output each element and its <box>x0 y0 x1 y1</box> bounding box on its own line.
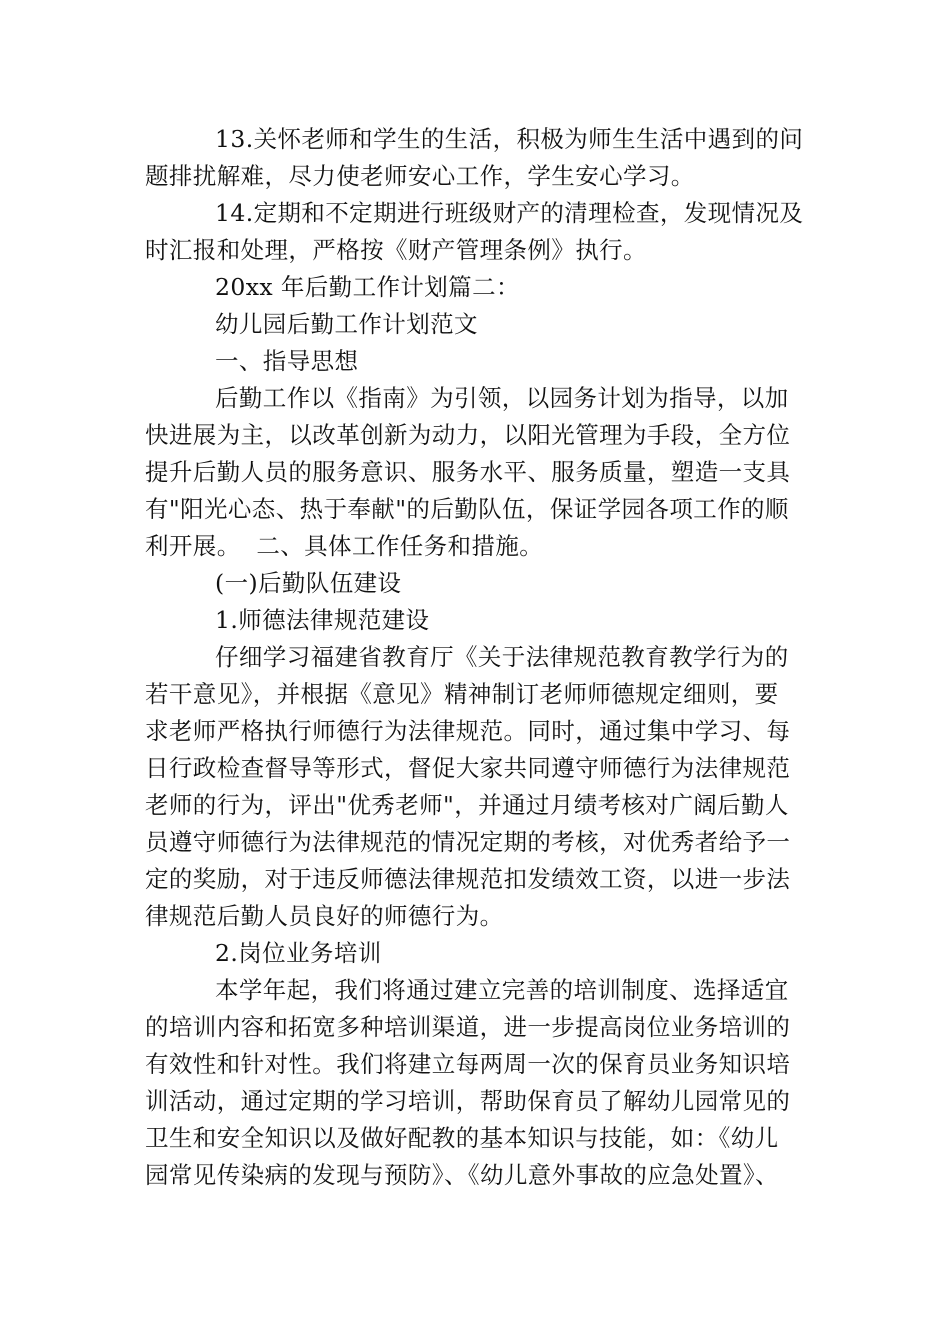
text-line: 求老师严格执行师德行为法律规范。同时，通过集中学习、每 <box>145 717 791 745</box>
text-line: 快进展为主，以改革创新为动力，以阳光管理为手段，全方位 <box>145 421 791 449</box>
text-line: 定的奖励，对于违反师德法律规范扣发绩效工资，以进一步法 <box>145 865 791 893</box>
text-line: 的培训内容和拓宽多种培训渠道，进一步提高岗位业务培训的 <box>145 1013 791 1041</box>
text-line: 园常见传染病的发现与预防》、《幼儿意外事故的应急处置》、 <box>145 1161 779 1189</box>
text-line: 利开展。 二、具体工作任务和措施。 <box>145 532 544 560</box>
text-line: 题排扰解难，尽力使老师安心工作，学生安心学习。 <box>145 162 695 190</box>
text-line: 后勤工作以《指南》为引领，以园务计划为指导，以加 <box>215 384 789 412</box>
text-line: 有效性和针对性。我们将建立每两周一次的保育员业务知识培 <box>145 1050 791 1078</box>
text-line: 员遵守师德行为法律规范的情况定期的考核，对优秀者给予一 <box>145 828 791 856</box>
section-title: 20xx 年后勤工作计划篇二： <box>215 273 520 301</box>
document-title: 幼儿园后勤工作计划范文 <box>215 310 478 338</box>
heading: (一)后勤队伍建设 <box>215 569 402 597</box>
text-line: 本学年起，我们将通过建立完善的培训制度、选择适宜 <box>215 976 789 1004</box>
heading: 2.岗位业务培训 <box>215 939 382 967</box>
text-line: 仔细学习福建省教育厅《关于法律规范教育教学行为的 <box>215 643 789 671</box>
text-line: 时汇报和处理，严格按《财产管理条例》执行。 <box>145 236 647 264</box>
text-line: 有"阳光心态、热于奉献"的后勤队伍，保证学园各项工作的顺 <box>145 495 789 523</box>
heading: 一、指导思想 <box>215 347 359 375</box>
text-line: 提升后勤人员的服务意识、服务水平、服务质量，塑造一支具 <box>145 458 791 486</box>
text-line: 训活动，通过定期的学习培训，帮助保育员了解幼儿园常见的 <box>145 1087 791 1115</box>
text-line: 律规范后勤人员良好的师德行为。 <box>145 902 504 930</box>
text-line: 14.定期和不定期进行班级财产的清理检查，发现情况及 <box>215 199 804 227</box>
text-line: 卫生和安全知识以及做好配教的基本知识与技能，如：《幼儿 <box>145 1124 779 1152</box>
heading: 1.师德法律规范建设 <box>215 606 430 634</box>
text-line: 日行政检查督导等形式，督促大家共同遵守师德行为法律规范 <box>145 754 791 782</box>
text-line: 老师的行为，评出"优秀老师"，并通过月绩考核对广阔后勤人 <box>145 791 789 819</box>
text-line: 若干意见》，并根据《意见》精神制订老师师德规定细则，要 <box>145 680 779 708</box>
text-line: 13.关怀老师和学生的生活，积极为师生生活中遇到的问 <box>215 125 804 153</box>
